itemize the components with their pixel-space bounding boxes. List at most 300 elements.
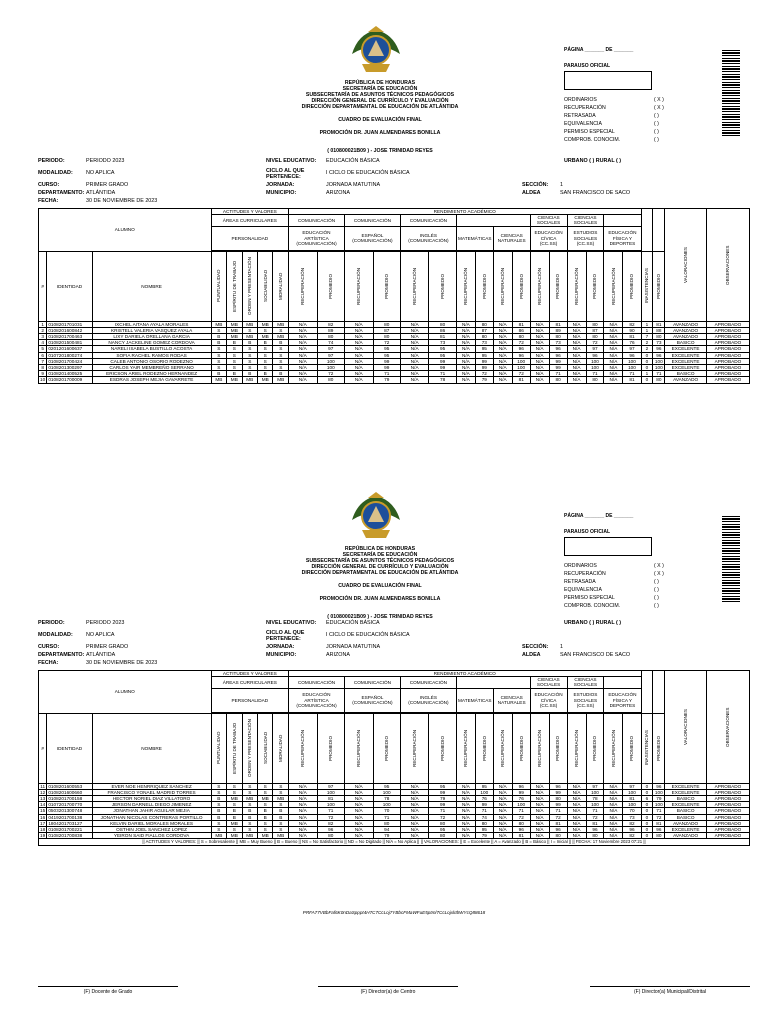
municipio-label: MUNICIPIO: — [266, 190, 297, 196]
student-id: 0108201300297 — [47, 365, 92, 371]
valoracion: EXCELENTE — [665, 358, 707, 364]
recuperacion-header: RECUPERACIÓN — [344, 713, 373, 783]
subject-average: 96 — [549, 783, 567, 789]
valoracion: EXCELENTE — [665, 352, 707, 358]
subject-header: EDUCACIÓN CÍVICA (CC.SS) — [530, 226, 567, 250]
subject-average: 89 — [317, 327, 344, 333]
row-number: 17 — [40, 820, 46, 826]
subject-average: 81 — [549, 820, 567, 826]
attitude-grade: S — [227, 789, 242, 795]
recuperacion-header: RECUPERACIÓN — [530, 713, 549, 783]
attitude-grade: B — [273, 340, 289, 346]
recovery-grade: N/A — [400, 334, 429, 340]
signature-line — [318, 986, 458, 987]
subject-average: 95 — [429, 783, 456, 789]
attitude-grade: S — [227, 358, 242, 364]
subject-average: 71 — [475, 808, 493, 814]
recovery-grade: N/A — [567, 327, 586, 333]
recovery-grade: N/A — [567, 827, 586, 833]
recovery-grade: N/A — [400, 346, 429, 352]
option-mark: ( X ) — [654, 97, 664, 103]
recovery-grade: N/A — [456, 327, 475, 333]
observacion: APROBADO — [706, 321, 749, 327]
recovery-grade: N/A — [530, 833, 549, 839]
departamento-value: ATLÁNTIDA — [86, 652, 116, 658]
subject-average: 95 — [475, 827, 493, 833]
final-average: 100 — [653, 365, 665, 371]
absences: 0 — [641, 789, 653, 795]
legend-text: || ACTITUDES Y VALORES: || S = Sobresaliente || MB = Muy Bueno || B = Bueno || NS = No Satisfactorio || ND = No Digitado || N/A = No Aplica || || VALORACIONES: || E = Excelente || A = Avanzado || B = Básico || I = Inicial || || FECHA: 17 Noviembre 2023 07:21 || — [39, 839, 750, 845]
promedio-header: PROMEDIO — [317, 713, 344, 783]
subject-average: 99 — [373, 358, 400, 364]
nivel-label: NIVEL EDUCATIVO: — [266, 620, 317, 626]
student-id: 0108201600842 — [47, 327, 92, 333]
recovery-grade: N/A — [344, 371, 373, 377]
subject-average: 78 — [429, 377, 456, 383]
subject-average: 81 — [512, 321, 530, 327]
attitude-grade: B — [242, 814, 257, 820]
recovery-grade: N/A — [530, 321, 549, 327]
header-line: DIRECCIÓN GENERAL DE CURRÍCULO Y EVALUACIÓN — [311, 564, 449, 570]
attitude-grade: S — [258, 802, 273, 808]
header-line: REPÚBLICA DE HONDURAS — [344, 80, 416, 86]
final-average: 100 — [653, 358, 665, 364]
absences: 0 — [641, 783, 653, 789]
option-mark: ( X ) — [654, 105, 664, 111]
signature-director-centro: (F) Director(a) de Centro — [360, 989, 416, 995]
header-line: SUBSECRETARÍA DE ASUNTOS TÉCNICOS PEDAGÓGICOS — [305, 558, 455, 564]
recovery-grade: N/A — [530, 783, 549, 789]
final-average: 71 — [653, 808, 665, 814]
actitud-col-header: PUNTUALIDAD — [211, 713, 226, 783]
absences: 0 — [641, 808, 653, 814]
urbano-rural: URBANO ( ) RURAL ( ) — [564, 620, 622, 626]
recovery-grade: N/A — [344, 802, 373, 808]
recovery-grade: N/A — [456, 796, 475, 802]
jornada-label: JORNADA: — [266, 182, 295, 188]
row-number: 19 — [40, 833, 46, 839]
attitude-grade: S — [273, 346, 289, 352]
row-number: 11 — [40, 783, 46, 789]
subject-average: 100 — [373, 789, 400, 795]
curso-value: PRIMER GRADO — [86, 644, 129, 650]
recovery-grade: N/A — [567, 833, 586, 839]
recovery-grade: N/A — [604, 334, 623, 340]
promedio-header: PROMEDIO — [586, 713, 604, 783]
option-label: ORDINARIOS — [564, 563, 597, 569]
subject-average: 99 — [549, 789, 567, 795]
recovery-grade: N/A — [289, 377, 318, 383]
attitude-grade: MB — [273, 321, 289, 327]
table-footer — [39, 839, 750, 845]
subject-average: 73 — [623, 814, 641, 820]
row-number: 13 — [40, 796, 46, 802]
subject-average: 96 — [586, 352, 604, 358]
recovery-grade: N/A — [493, 321, 512, 327]
absences: 0 — [641, 365, 653, 371]
recovery-grade: N/A — [493, 789, 512, 795]
comunicacion-header: COMUNICACIÓN — [400, 215, 456, 226]
periodo-value: PERIODO 2023 — [86, 158, 125, 164]
subject-average: 81 — [623, 796, 641, 802]
recovery-grade: N/A — [400, 789, 429, 795]
recovery-grade: N/A — [530, 334, 549, 340]
subject-average: 99 — [429, 789, 456, 795]
areas-header: ÁREAS CURRICULARES — [211, 215, 288, 226]
student-name: KRISTELL VALERIA VASQUEZ AYALA — [92, 327, 211, 333]
attitude-grade: S — [258, 365, 273, 371]
option-label: EQUIVALENCIA — [564, 121, 602, 127]
subject-average: 96 — [512, 352, 530, 358]
recovery-grade: N/A — [400, 827, 429, 833]
subject-average: 76 — [623, 340, 641, 346]
header-titles — [230, 80, 530, 154]
student-id: 0108201400525 — [47, 371, 92, 377]
attitude-grade: MB — [273, 334, 289, 340]
recovery-grade: N/A — [493, 827, 512, 833]
recovery-grade: N/A — [289, 796, 318, 802]
option-label: RECUPERACIÓN — [564, 105, 606, 111]
recovery-grade: N/A — [456, 808, 475, 814]
row-number: 3 — [39, 334, 47, 340]
subject-average: 100 — [317, 802, 344, 808]
subject-average: 81 — [512, 377, 530, 383]
subject-average: 72 — [475, 371, 493, 377]
subject-header: EDUCACIÓN FÍSICA Y DEPORTES — [604, 688, 641, 712]
subject-average: 95 — [475, 346, 493, 352]
recovery-grade: N/A — [400, 814, 429, 820]
subject-average: 73 — [429, 340, 456, 346]
subject-average: 97 — [317, 352, 344, 358]
attitude-grade: B — [211, 340, 226, 346]
comunicacion-header: COMUNICACIÓN — [344, 677, 400, 688]
subject-average: 99 — [475, 365, 493, 371]
row-number: 15 — [40, 808, 46, 814]
row-number: 14 — [40, 802, 46, 808]
subject-average: 96 — [623, 352, 641, 358]
actitud-col-header: ORDEN Y PRESENTACIÓN — [242, 251, 257, 321]
recovery-grade: N/A — [567, 321, 586, 327]
student-name: FRANCISCO YONAEL MADRID TORRES — [92, 789, 211, 795]
subject-average: 97 — [586, 783, 604, 789]
attitude-grade: MB — [273, 833, 289, 839]
actitud-col-header: MORALIDAD — [273, 713, 289, 783]
actitud-col-header: SOCIABILIDAD — [258, 713, 273, 783]
recovery-grade: N/A — [567, 820, 586, 826]
recovery-grade: N/A — [289, 783, 318, 789]
subject-average: 80 — [373, 321, 400, 327]
subject-average: 81 — [623, 334, 641, 340]
attitude-grade: S — [242, 827, 257, 833]
student-name: CARLOS YAIR MEMBREÑO SERRANO — [92, 365, 211, 371]
departamento-label: DEPARTAMENTO: — [38, 652, 85, 658]
subject-average: 72 — [373, 340, 400, 346]
attitude-grade: S — [258, 827, 273, 833]
subject-average: 74 — [317, 340, 344, 346]
subject-average: 80 — [512, 334, 530, 340]
attitude-grade: S — [211, 365, 226, 371]
rendimiento-header: RENDIMIENTO ACADÉMICO — [289, 671, 641, 677]
final-average: 100 — [653, 802, 665, 808]
absences: 0 — [641, 827, 653, 833]
final-average: 96 — [653, 346, 665, 352]
valoracion: BASICO — [665, 814, 707, 820]
recovery-grade: N/A — [456, 814, 475, 820]
header-line: REPÚBLICA DE HONDURAS — [344, 546, 416, 552]
recovery-grade: N/A — [567, 340, 586, 346]
subject-average: 99 — [475, 802, 493, 808]
option-mark: ( ) — [654, 129, 659, 135]
subject-average: 96 — [549, 346, 567, 352]
recovery-grade: N/A — [456, 334, 475, 340]
subject-average: 82 — [623, 833, 641, 839]
row-number: 10 — [40, 377, 46, 383]
subject-average: 72 — [512, 814, 530, 820]
subject-average: 81 — [586, 820, 604, 826]
final-average: 80 — [653, 334, 665, 340]
observacion: APROBADO — [706, 371, 749, 377]
subject-average: 96 — [512, 783, 530, 789]
subject-average: 73 — [549, 340, 567, 346]
subject-average: 80 — [586, 334, 604, 340]
attitude-grade: B — [258, 814, 273, 820]
subject-average: 96 — [549, 352, 567, 358]
subject-average: 99 — [549, 365, 567, 371]
recovery-grade: N/A — [344, 783, 373, 789]
recovery-grade: N/A — [567, 802, 586, 808]
recovery-grade: N/A — [530, 346, 549, 352]
student-name: IXCHEL AITANA AYALA MORALES — [92, 321, 211, 327]
exam-options — [564, 97, 684, 143]
subject-average: 80 — [549, 833, 567, 839]
recovery-grade: N/A — [493, 783, 512, 789]
subject-average: 72 — [429, 814, 456, 820]
recovery-grade: N/A — [604, 814, 623, 820]
cc-ss-header: CIENCIAS SOCIALES — [530, 677, 567, 688]
student-rows — [39, 783, 750, 839]
final-average: 81 — [653, 321, 665, 327]
centro-title: ( 010800021B09 ) - JOSE TRINIDAD REYES — [327, 614, 433, 620]
promedio-header: PROMEDIO — [429, 713, 456, 783]
subject-average: 72 — [512, 371, 530, 377]
student-name: CALEB ANTONIO OSORIO RODEZNO — [92, 358, 211, 364]
subject-average: 96 — [623, 827, 641, 833]
attitude-grade: S — [273, 365, 289, 371]
recovery-grade: N/A — [493, 334, 512, 340]
final-average: 81 — [653, 820, 665, 826]
signature-line — [38, 986, 178, 987]
subject-average: 80 — [373, 820, 400, 826]
recovery-grade: N/A — [344, 827, 373, 833]
recovery-grade: N/A — [567, 352, 586, 358]
attitude-grade: MB — [211, 377, 226, 383]
attitude-grade: MB — [273, 796, 289, 802]
subject-average: 80 — [586, 377, 604, 383]
attitude-grade: B — [211, 808, 226, 814]
absences: 0 — [641, 352, 653, 358]
fecha-value: 30 DE NOVIEMBRE DE 2023 — [86, 660, 158, 666]
promedio-final-header: PROMEDIO — [653, 713, 665, 783]
recovery-grade: N/A — [567, 808, 586, 814]
subject-average: 80 — [475, 820, 493, 826]
subject-average: 74 — [475, 814, 493, 820]
paraiso-box — [564, 71, 652, 90]
recovery-grade: N/A — [289, 802, 318, 808]
observacion: APROBADO — [706, 365, 749, 371]
actitud-col-header: SOCIABILIDAD — [258, 251, 273, 321]
attitude-grade: S — [273, 820, 289, 826]
student-name: JONATHAN JAHIR AGUILAR MEJIA — [92, 808, 211, 814]
subject-average: 95 — [475, 783, 493, 789]
row-number: 12 — [40, 789, 46, 795]
recovery-grade: N/A — [530, 808, 549, 814]
subject-average: 80 — [549, 796, 567, 802]
attitude-grade: S — [273, 802, 289, 808]
attitude-grade: B — [273, 808, 289, 814]
nivel-value: EDUCACIÓN BÁSICA — [326, 620, 380, 626]
subject-average: 99 — [475, 358, 493, 364]
periodo-label: PERIODO: — [38, 620, 65, 626]
subject-average: 97 — [623, 783, 641, 789]
subject-average: 80 — [429, 833, 456, 839]
subject-average: 86 — [429, 327, 456, 333]
valoracion: AVANZADO — [665, 334, 707, 340]
promedio-header: PROMEDIO — [373, 251, 400, 321]
option-mark: ( ) — [654, 137, 659, 143]
attitude-grade: S — [242, 358, 257, 364]
recovery-grade: N/A — [567, 789, 586, 795]
valoracion: BASICO — [665, 796, 707, 802]
absences: 2 — [641, 346, 653, 352]
subject-average: 71 — [373, 371, 400, 377]
attitude-grade: B — [227, 808, 242, 814]
actitudes-header: ACTITUDES Y VALORES — [211, 209, 288, 215]
recuperacion-header: RECUPERACIÓN — [400, 251, 429, 321]
observacion: APROBADO — [706, 802, 749, 808]
personalidad-header: PERSONALIDAD — [211, 688, 288, 712]
header-line: DIRECCIÓN DEPARTAMENTAL DE EDUCACIÓN DE ATLÁNTIDA — [301, 104, 459, 110]
alumno-header: ALUMNO — [39, 209, 212, 252]
subject-average: 79 — [373, 833, 400, 839]
recovery-grade: N/A — [493, 327, 512, 333]
absences: 1 — [641, 371, 653, 377]
recovery-grade: N/A — [604, 358, 623, 364]
recovery-grade: N/A — [493, 377, 512, 383]
attitude-grade: S — [227, 783, 242, 789]
recovery-grade: N/A — [289, 358, 318, 364]
final-average: 96 — [653, 783, 665, 789]
promedio-header: PROMEDIO — [623, 251, 641, 321]
subject-header: ESTUDIOS SOCIALES (CC.SS) — [567, 226, 604, 250]
recovery-grade: N/A — [604, 789, 623, 795]
barcode-icon — [722, 50, 740, 138]
option-label: COMPROB. CONOCIM. — [564, 603, 621, 609]
row-number: 5 — [39, 346, 47, 352]
subject-average: 95 — [475, 352, 493, 358]
promedio-header: PROMEDIO — [549, 713, 567, 783]
recovery-grade: N/A — [493, 346, 512, 352]
attitude-grade: B — [227, 371, 242, 377]
attitude-grade: S — [211, 346, 226, 352]
subject-average: 96 — [586, 827, 604, 833]
observacion: APROBADO — [706, 833, 749, 839]
valoraciones-header: VALORACIONES — [665, 209, 707, 322]
attitude-grade: S — [273, 358, 289, 364]
recovery-grade: N/A — [289, 321, 318, 327]
subject-average: 80 — [317, 377, 344, 383]
subject-average: 71 — [586, 371, 604, 377]
ciclo-value: I CICLO DE EDUCACIÓN BÁSICA — [326, 170, 410, 176]
recovery-grade: N/A — [567, 365, 586, 371]
subject-average: 82 — [623, 820, 641, 826]
recovery-grade: N/A — [530, 789, 549, 795]
cc-ss-header: CIENCIAS SOCIALES — [530, 215, 567, 226]
observacion: APROBADO — [706, 796, 749, 802]
recuperacion-header: RECUPERACIÓN — [289, 713, 318, 783]
hash-text: PRFA77VBbFaf6K0nDaSpppt4H7C7CcLoj7YBbcFMaWFuE5ptml7CcLojxlIIbWYcQ88618 — [302, 910, 486, 915]
subject-average: 81 — [512, 833, 530, 839]
recovery-grade: N/A — [530, 327, 549, 333]
option-label: RECUPERACIÓN — [564, 571, 606, 577]
recovery-grade: N/A — [289, 833, 318, 839]
jornada-value: JORNADA MATUTINA — [326, 182, 381, 188]
attitude-grade: MB — [211, 321, 226, 327]
recovery-grade: N/A — [604, 820, 623, 826]
curso-label: CURSO: — [38, 182, 60, 188]
student-name: OSTHIN JOEL SANCHEZ LOPEZ — [92, 827, 211, 833]
recovery-grade: N/A — [604, 321, 623, 327]
recovery-grade: N/A — [456, 789, 475, 795]
absences: 2 — [641, 340, 653, 346]
jornada-label: JORNADA: — [266, 644, 295, 650]
recovery-grade: N/A — [456, 352, 475, 358]
subject-average: 100 — [623, 802, 641, 808]
subject-average: 97 — [586, 346, 604, 352]
recovery-grade: N/A — [493, 796, 512, 802]
attitude-grade: B — [211, 371, 226, 377]
subject-average: 100 — [586, 358, 604, 364]
attitude-grade: S — [273, 789, 289, 795]
subject-header: EDUCACIÓN FÍSICA Y DEPORTES — [604, 226, 641, 250]
actitud-col-header: ESPÍRITU DE TRABAJO — [227, 713, 242, 783]
recovery-grade: N/A — [289, 340, 318, 346]
student-id: 1804201703127 — [47, 820, 92, 826]
subject-average: 80 — [317, 833, 344, 839]
subject-average: 71 — [373, 814, 400, 820]
recovery-grade: N/A — [344, 365, 373, 371]
subject-average: 80 — [549, 377, 567, 383]
aldea-label: ALDEA — [522, 190, 541, 196]
subject-average: 90 — [623, 327, 641, 333]
nivel-value: EDUCACIÓN BÁSICA — [326, 158, 380, 164]
num-header: # — [39, 713, 47, 783]
recovery-grade: N/A — [604, 365, 623, 371]
attitude-grade: MB — [242, 334, 257, 340]
absences: 1 — [641, 327, 653, 333]
attitude-grade: B — [227, 814, 242, 820]
modalidad-value: NO APLICA — [86, 632, 115, 638]
attitude-grade: S — [211, 352, 226, 358]
signature-line — [590, 986, 750, 987]
municipio-label: MUNICIPIO: — [266, 652, 297, 658]
recovery-grade: N/A — [289, 814, 318, 820]
valoracion: BASICO — [665, 340, 707, 346]
recovery-grade: N/A — [289, 327, 318, 333]
barcode-icon — [722, 516, 740, 604]
subject-average: 80 — [549, 334, 567, 340]
attitude-grade: B — [273, 814, 289, 820]
recovery-grade: N/A — [530, 796, 549, 802]
